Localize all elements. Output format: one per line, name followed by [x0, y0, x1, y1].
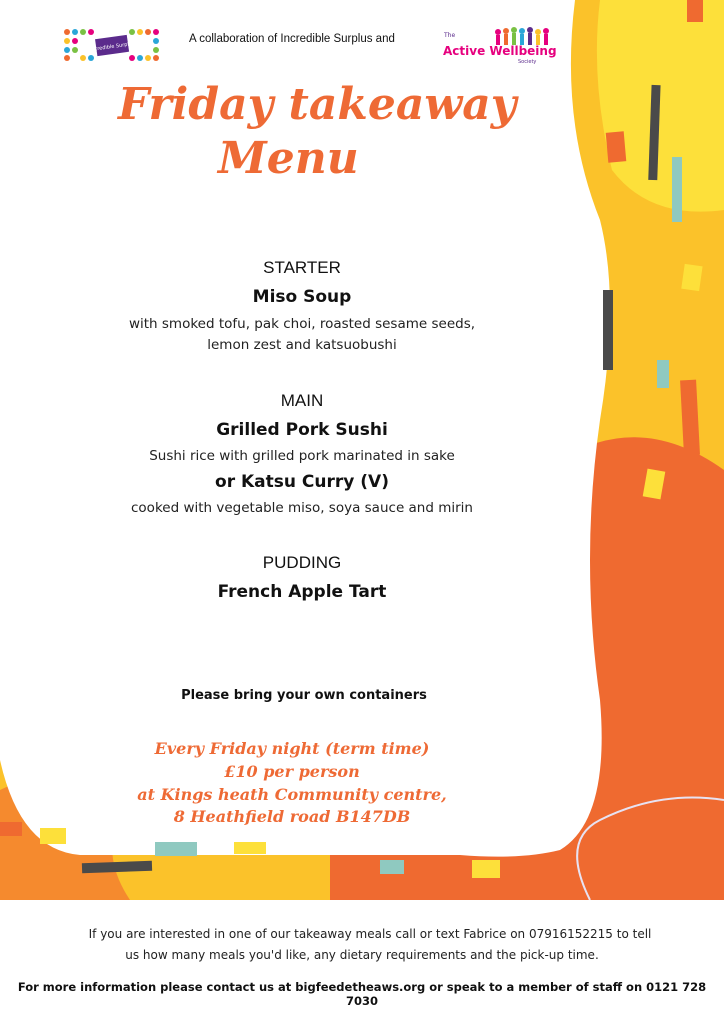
main-desc-2: cooked with vegetable miso, soya sauce and mirin	[131, 500, 473, 516]
info-line4: 8 Heathfield road B147DB	[173, 807, 411, 826]
starter-dish: Miso Soup	[252, 287, 352, 307]
info-line2: £10 per person	[224, 762, 360, 781]
logo-right-prefix: The	[444, 32, 456, 39]
containers-notice: Please bring your own containers	[181, 688, 427, 703]
footer-contact: For more information please contact us at bigfeedetheaws.org or speak to a member of staff on 0121 728 7030	[17, 980, 707, 1008]
logo-right-name: Active Wellbeing	[443, 44, 557, 58]
logo-right-suffix: Society	[518, 59, 537, 65]
pudding-dish: French Apple Tart	[217, 582, 387, 602]
starter-desc-line2: lemon zest and katsuobushi	[207, 337, 397, 353]
info-line1: Every Friday night (term time)	[154, 739, 430, 758]
starter-desc-line1: with smoked tofu, pak choi, roasted sesame seeds,	[128, 316, 476, 332]
pudding-heading: PUDDING	[262, 553, 342, 572]
menu-title-line2: Menu	[218, 133, 359, 184]
main-heading: MAIN	[280, 391, 324, 410]
main-dish-2: or Katsu Curry (V)	[215, 472, 389, 492]
incredible-surplus-logo	[62, 27, 162, 63]
main-dish-1: Grilled Pork Sushi	[216, 420, 388, 440]
main-desc-1: Sushi rice with grilled pork marinated in sake	[149, 448, 455, 464]
active-wellbeing-logo	[440, 25, 560, 67]
footer-line2: us how many meals you'd like, any dietary requirements and the pick-up time.	[125, 948, 599, 962]
logo-left-text: Incredible Surplus	[89, 40, 135, 54]
footer-line1: If you are interested in one of our takeaway meals call or text Fabrice on 07916152215 to tell	[88, 927, 652, 941]
info-line3: at Kings heath Community centre,	[137, 785, 447, 804]
starter-heading: STARTER	[263, 258, 341, 277]
menu-title-line1: Friday takeaway	[118, 79, 517, 130]
collaboration-text: A collaboration of Incredible Surplus and	[189, 33, 395, 45]
